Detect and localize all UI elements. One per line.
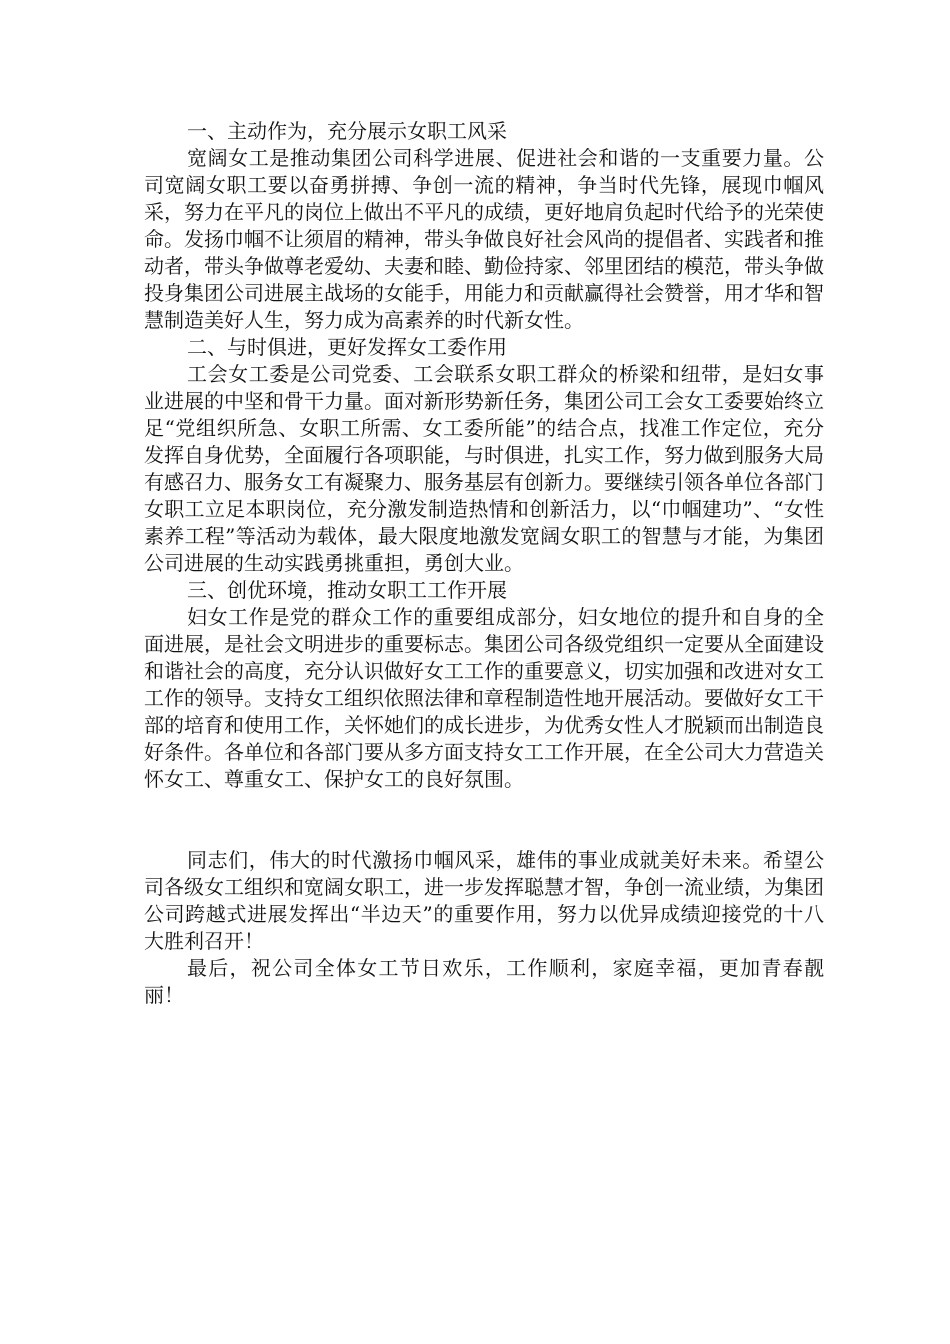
section-paragraph-2: 工会女工委是公司党委、工会联系女职工群众的桥梁和纽带，是妇女事业进展的中坚和骨干力量。面对新形势新任务，集团公司工会女工委要始终立足“党组织所急、女职工所需、女工委所能”的结合点，找准工作定位，充分发挥自身优势，全面履行各项职能，与时俱进，扎实工作，努力做到服务大局有感召力、服务女工有凝聚力、服务基层有创新力。要继续引领各单位各部门女职工立足本职岗位，充分激发制造热情和创新活力，以“巾帼建功”、“女性素养工程”等活动为载体，最大限度地激发宽阔女职工的智慧与才能，为集团公司进展的生动实践勇挑重担，勇创大业。 <box>144 362 824 575</box>
document-body <box>144 118 824 1009</box>
section-paragraph-1: 宽阔女工是推动集团公司科学进展、促进社会和谐的一支重要力量。公司宽阔女职工要以奋勇拼搏、争创一流的精神，争当时代先锋，展现巾帼风采，努力在平凡的岗位上做出不平凡的成绩，更好地肩负起时代给予的光荣使命。发扬巾帼不让须眉的精神，带头争做良好社会风尚的提倡者、实践者和推动者，带头争做尊老爱幼、夫妻和睦、勤俭持家、邻里团结的模范，带头争做投身集团公司进展主战场的女能手，用能力和贡献赢得社会赞誉，用才华和智慧制造美好人生，努力成为高素养的时代新女性。 <box>144 146 824 332</box>
section-heading-1: 一、主动作为，充分展示女职工风采 <box>187 119 507 143</box>
closing-paragraph-2: 最后，祝公司全体女工节日欢乐，工作顺利，家庭幸福，更加青春靓丽！ <box>144 956 824 1007</box>
section-heading-2: 二、与时俱进，更好发挥女工委作用 <box>187 335 507 359</box>
section-heading-3: 三、创优环境，推动女职工工作开展 <box>187 578 507 602</box>
closing-paragraph-1: 同志们，伟大的时代激扬巾帼风采，雄伟的事业成就美好未来。希望公司各级女工组织和宽阔女职工，进一步发挥聪慧才智，争创一流业绩，为集团公司跨越式进展发挥出“半边天”的重要作用，努力以优异成绩迎接党的十八大胜利召开！ <box>144 848 824 953</box>
blank-gap <box>144 793 824 847</box>
section-paragraph-3: 妇女工作是党的群众工作的重要组成部分，妇女地位的提升和自身的全面进展，是社会文明进步的重要标志。集团公司各级党组织一定要从全面建设和谐社会的高度，充分认识做好女工工作的重要意义，切实加强和改进对女工工作的领导。支持女工组织依照法律和章程制造性地开展活动。要做好女工干部的培育和使用工作，关怀她们的成长进步，为优秀女性人才脱颖而出制造良好条件。各单位和各部门要从多方面支持女工工作开展，在全公司大力营造关怀女工、尊重女工、保护女工的良好氛围。 <box>144 605 824 791</box>
